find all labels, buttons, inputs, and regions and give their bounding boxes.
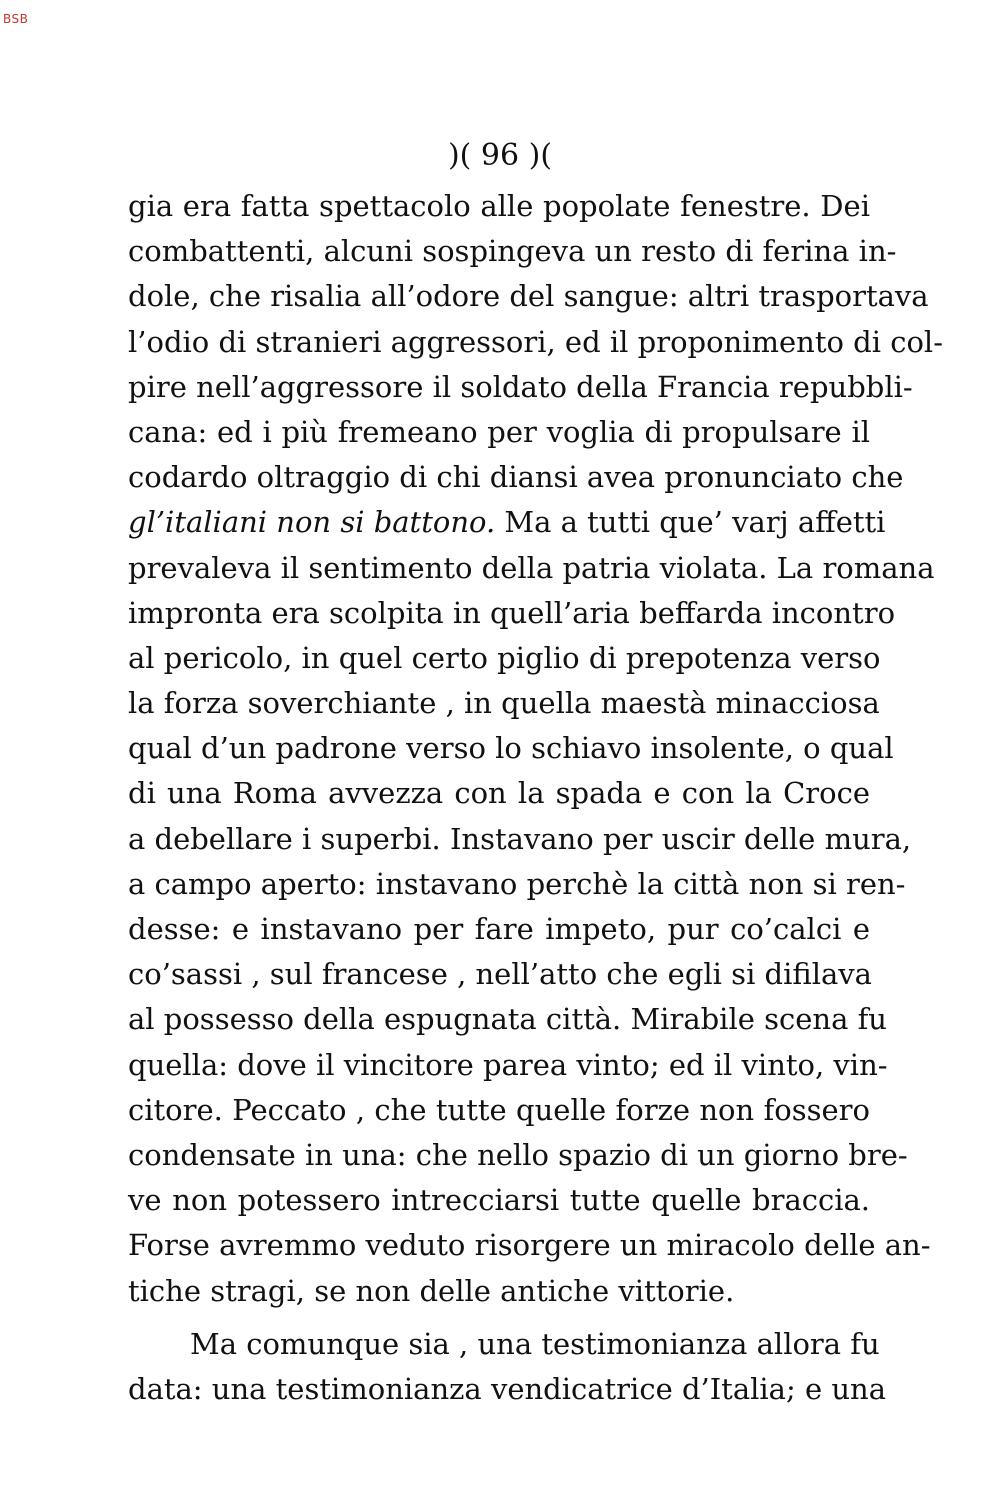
body-text bbox=[128, 184, 944, 1412]
text-line: co’sassi , sul francese , nell’atto che egli si difilava bbox=[128, 957, 872, 992]
italic-quote: gl’italiani non si battono. bbox=[128, 505, 496, 540]
text-line: desse: e instavano per fare impeto, pur co’calci e bbox=[128, 912, 870, 946]
text-line: citore. Peccato , che tutte quelle forze non fossero bbox=[128, 1092, 870, 1127]
text-line: l’odio di stranieri aggressori, ed il proponimento di col- bbox=[128, 324, 944, 359]
text-line: gia era fatta spettacolo alle popolate fenestre. Dei bbox=[128, 189, 870, 223]
text-line: al pericolo, in quel certo piglio di prepotenza verso bbox=[128, 640, 881, 675]
text-line-with-italic bbox=[128, 500, 886, 545]
paragraph-first-line: Ma comunque sia , una testimonianza allora fu bbox=[190, 1326, 880, 1361]
text-line: la forza soverchiante , in quella maestà minacciosa bbox=[128, 686, 880, 721]
text-segment: Ma a tutti que’ varj affetti bbox=[504, 505, 886, 540]
page-number: )( 96 )( bbox=[447, 138, 553, 173]
text-line: a campo aperto: instavano perchè la città non si ren- bbox=[128, 866, 906, 901]
paragraph-last-line: tiche stragi, se non delle antiche vittorie. bbox=[128, 1273, 735, 1308]
text-line: cana: ed i più fremeano per voglia di propulsare il bbox=[128, 414, 870, 449]
text-line: di una Roma avvezza con la spada e con la Croce bbox=[128, 776, 870, 811]
text-line: qual d’un padrone verso lo schiavo insolente, o qual bbox=[128, 731, 894, 766]
text-line: al possesso della espugnata città. Mirabile scena fu bbox=[128, 1002, 887, 1037]
text-line: codardo oltraggio di chi diansi avea pronunciato che bbox=[128, 460, 904, 495]
text-line: impronta era scolpita in quell’aria beffarda incontro bbox=[128, 595, 896, 630]
text-line: ve non potessero intrecciarsi tutte quelle braccia. bbox=[128, 1183, 870, 1218]
text-line: pire nell’aggressore il soldato della Francia repubbli- bbox=[128, 369, 913, 404]
library-watermark: BSB bbox=[3, 12, 29, 26]
text-line: a debellare i superbi. Instavano per uscir delle mura, bbox=[128, 821, 912, 856]
text-line: data: una testimonianza vendicatrice d’Italia; e una bbox=[128, 1371, 886, 1406]
text-line: combattenti, alcuni sospingeva un resto di ferina in- bbox=[128, 234, 897, 269]
text-line: quella: dove il vincitore parea vinto; ed il vinto, vin- bbox=[128, 1047, 888, 1082]
text-line: condensate in una: che nello spazio di un giorno bre- bbox=[128, 1137, 908, 1172]
text-line: Forse avremmo veduto risorgere un miracolo delle an- bbox=[128, 1228, 931, 1263]
text-line: dole, che risalia all’odore del sangue: altri trasportava bbox=[128, 279, 929, 314]
text-line: prevaleva il sentimento della patria violata. La romana bbox=[128, 550, 935, 585]
